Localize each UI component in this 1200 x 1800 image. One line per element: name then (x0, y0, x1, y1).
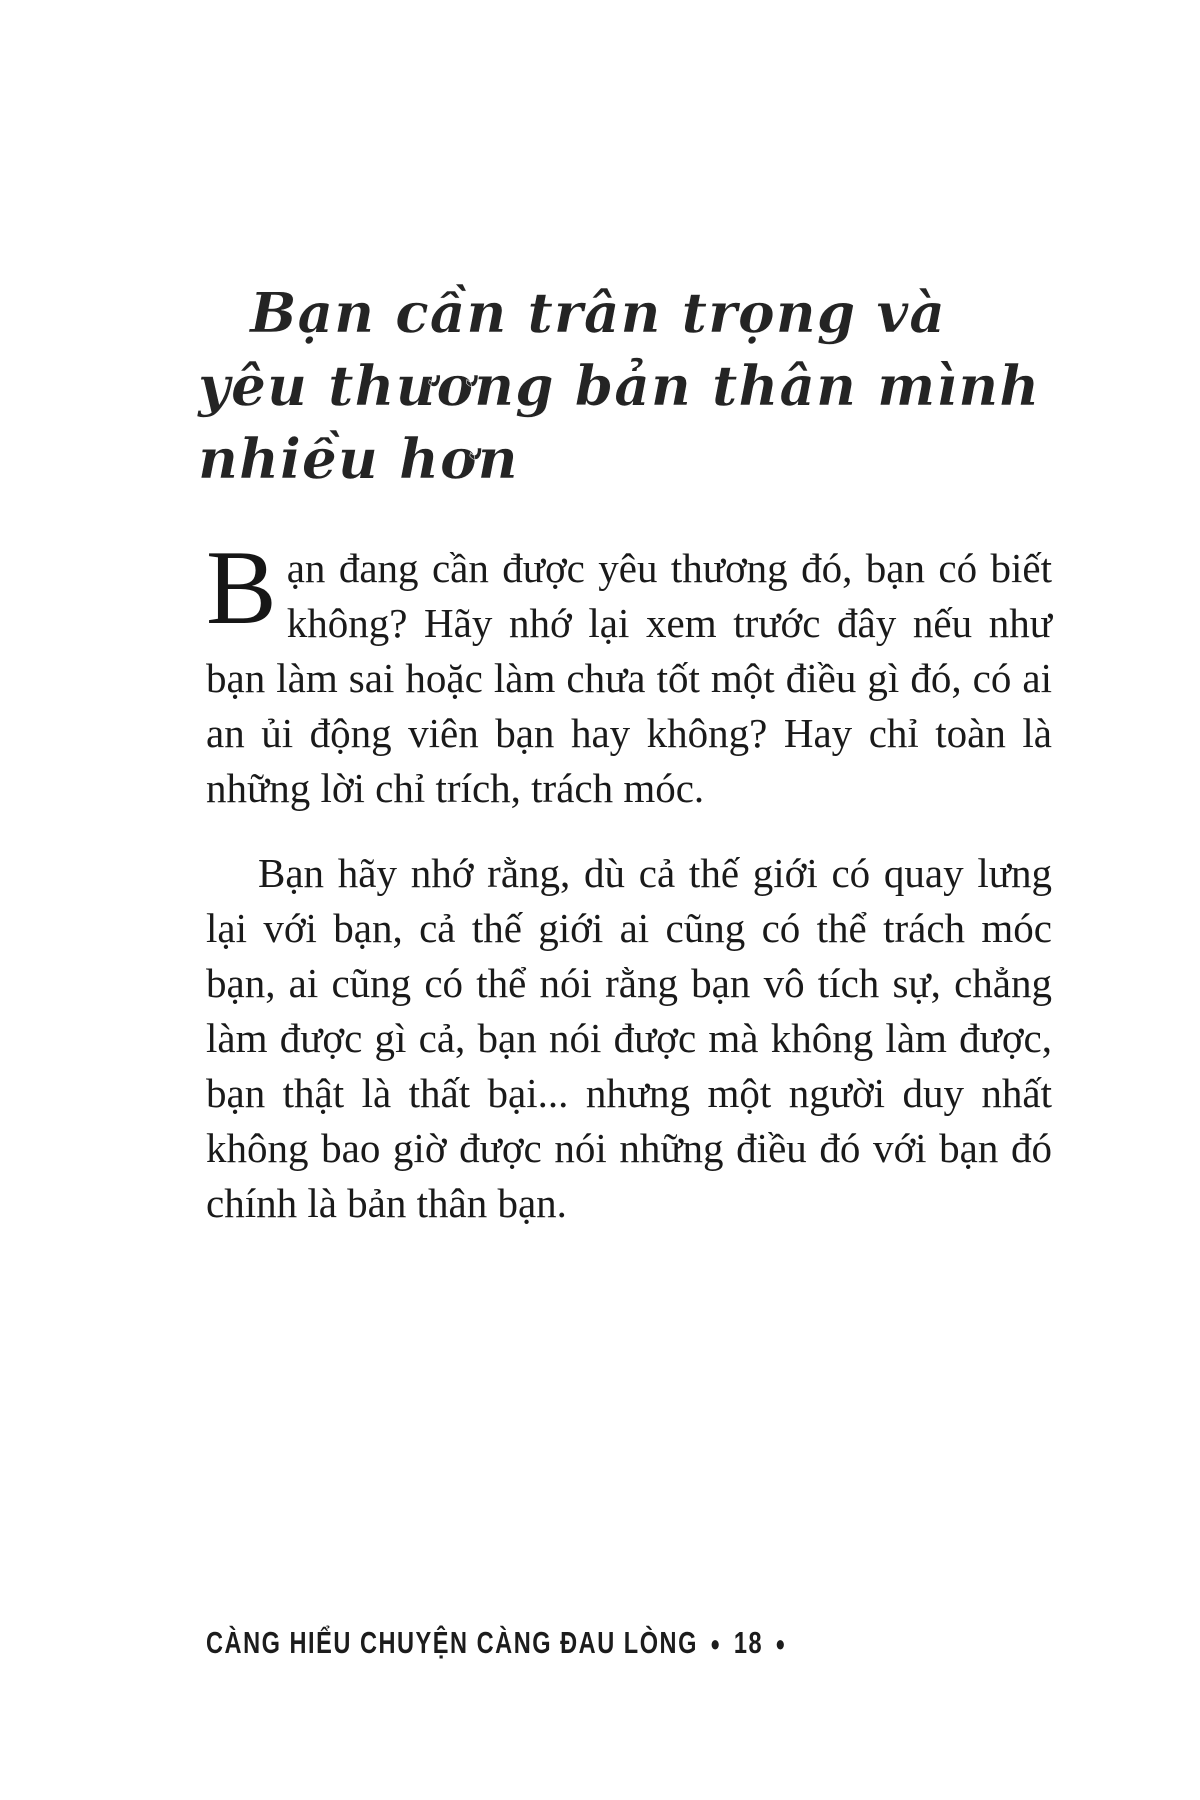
running-book-title: CÀNG HIỂU CHUYỆN CÀNG ĐAU LÒNG (206, 1625, 698, 1660)
body-text (206, 529, 1052, 1231)
bullet-icon: ● (775, 1631, 787, 1656)
page-footer (206, 1625, 787, 1661)
paragraph-text: ạn đang cần được yêu thương đó, bạn có biết không? Hãy nhớ lại xem trước đây nếu như bạn làm sai hoặc làm chưa tốt một điều gì đó, có ai an ủi động viên bạn hay không? Hay chỉ toàn là những lời chỉ trích, trách móc. (206, 545, 1052, 811)
page-number: 18 (733, 1625, 764, 1660)
paragraph (206, 529, 1052, 816)
paragraph: Bạn hãy nhớ rằng, dù cả thế giới có quay lưng lại với bạn, cả thế giới ai cũng có thể trách móc bạn, ai cũng có thể nói rằng bạn vô tích sự, chẳng làm được gì cả, bạn nói được mà không làm được, bạn thật là thất bại... nhưng một người duy nhất không bao giờ được nói những điều đó với bạn đó chính là bản thân bạn. (206, 850, 1052, 1226)
chapter-title: Bạn cần trân trọng và yêu thương bản thân mình nhiều hơn (198, 280, 1041, 491)
drop-cap: B (206, 529, 277, 646)
bullet-icon: ● (710, 1631, 722, 1656)
